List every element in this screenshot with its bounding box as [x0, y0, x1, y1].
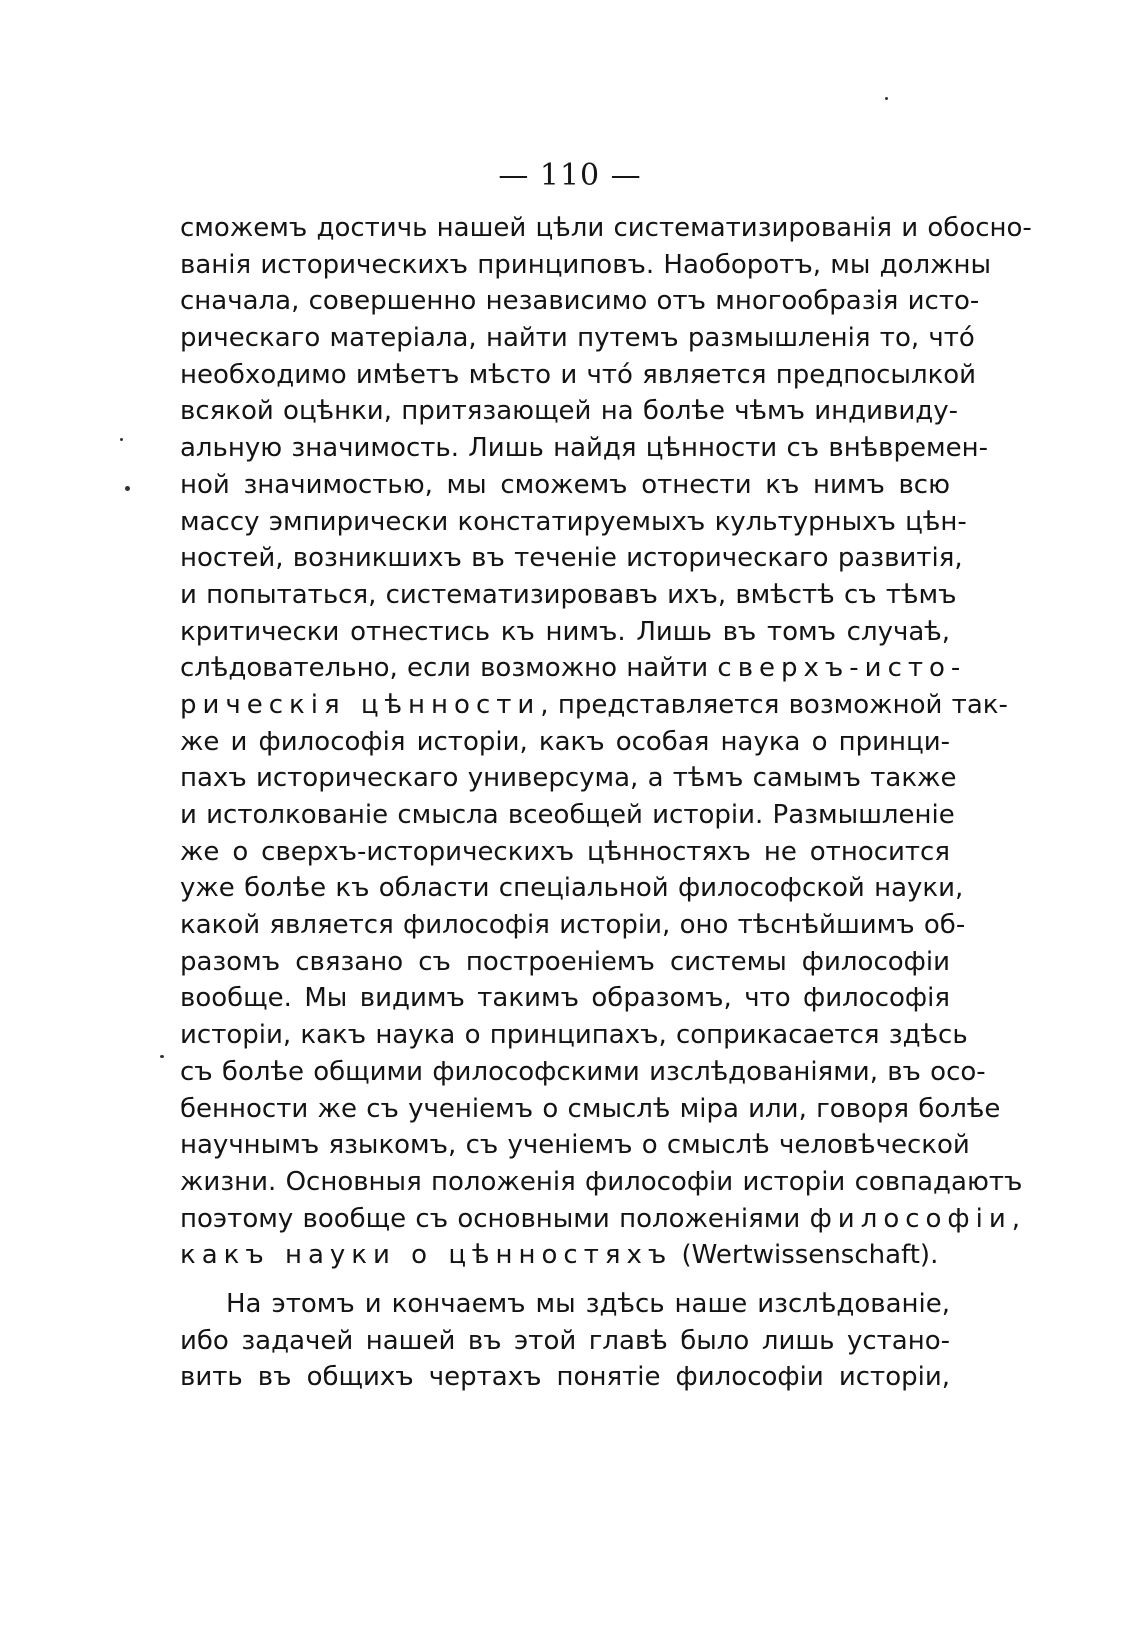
text-line	[180, 393, 959, 430]
text-run: исторіи, какъ наука о принципахъ, соприкасается здѣсь	[180, 1020, 968, 1051]
text-run: поэтому вообще съ основными положеніями	[180, 1203, 801, 1234]
spaced-emphasis: философіи,	[809, 1203, 1027, 1234]
text-line	[180, 1359, 950, 1396]
spaced-emphasis: какъ науки о цѣнностяхъ	[180, 1240, 673, 1271]
text-line	[180, 577, 957, 614]
text-run: же и философія исторіи, какъ особая наука о принци-	[180, 726, 950, 757]
text-run: ибо задачей нашей въ этой главѣ было лишь устано-	[180, 1325, 950, 1356]
text-run: научнымъ языкомъ, съ ученіемъ о смыслѣ человѣческой	[180, 1130, 970, 1161]
text-line	[180, 540, 963, 577]
text-run: , представляется возможной так-	[540, 689, 1008, 720]
text-run: слѣдовательно, если возможно найти	[180, 653, 709, 684]
text-line	[180, 504, 967, 541]
text-run: и истолкованіе смысла всеобщей исторіи. Размышленіе	[180, 800, 955, 830]
text-line	[180, 357, 977, 394]
text-line	[180, 283, 980, 320]
text-line	[180, 1323, 950, 1360]
text-run: бенности же съ ученіемъ о смыслѣ міра или, говоря болѣе	[180, 1093, 1001, 1124]
text-run: (Wertwissenschaft).	[672, 1240, 939, 1271]
text-line	[180, 797, 955, 834]
text-line	[180, 760, 957, 797]
text-run: разомъ связано съ построеніемъ системы философіи	[180, 946, 950, 977]
text-run: массу эмпирически констатируемыхъ культурныхъ цѣн-	[180, 506, 967, 537]
text-run: же о сверхъ-историческихъ цѣнностяхъ не относится	[180, 836, 950, 867]
paragraph-gap	[180, 1274, 950, 1286]
text-run: альную значимость. Лишь найдя цѣнности съ внѣвремен-	[180, 433, 988, 464]
text-run: съ болѣе общими философскими изслѣдованіями, въ осо-	[180, 1056, 986, 1087]
page-number: — 110 —	[498, 158, 642, 193]
text-line	[180, 687, 1008, 724]
text-line	[180, 834, 950, 871]
print-speck	[885, 97, 888, 100]
print-speck	[120, 438, 123, 441]
text-line	[180, 1017, 968, 1054]
text-run: ностей, возникшихъ въ теченіе историческаго развитія,	[180, 543, 963, 574]
spaced-emphasis: рическія цѣнности	[180, 689, 541, 720]
text-line	[180, 1127, 970, 1164]
text-line	[180, 614, 950, 651]
text-line	[180, 467, 950, 504]
text-run: На этомъ и кончаемъ мы здѣсь наше изслѣдованіе,	[226, 1288, 950, 1319]
text-run: сможемъ достичь нашей цѣли систематизированія и обосно-	[180, 213, 1032, 243]
text-line	[180, 1286, 950, 1323]
text-run: какой является философія исторіи, оно тѣснѣйшимъ об-	[180, 910, 966, 941]
text-run: сначала, совершенно независимо отъ многообразія исто-	[180, 286, 980, 317]
text-line	[180, 320, 975, 357]
text-line	[180, 247, 992, 284]
body-text	[180, 210, 1032, 1396]
text-run: вить въ общихъ чертахъ понятіе философіи исторіи,	[180, 1362, 950, 1393]
print-speck	[160, 1055, 164, 1058]
text-line	[180, 907, 966, 944]
text-line	[180, 1201, 1027, 1238]
text-run: ванія историческихъ принциповъ. Наоборотъ, мы должны	[180, 249, 992, 280]
text-line	[180, 1054, 986, 1091]
text-line	[180, 430, 988, 467]
text-line	[180, 1164, 1023, 1201]
spaced-emphasis: сверхъ-исто-	[717, 653, 967, 684]
text-run: ной значимостью, мы сможемъ отнести къ нимъ всю	[180, 469, 950, 500]
text-run: и попытаться, систематизировавъ ихъ, вмѣстѣ съ тѣмъ	[180, 579, 957, 610]
print-speck	[125, 486, 130, 491]
text-line	[180, 980, 950, 1017]
text-line	[180, 870, 964, 907]
text-run: критически отнестись къ нимъ. Лишь въ томъ случаѣ,	[180, 616, 950, 647]
text-run: пахъ историческаго универсума, а тѣмъ самымъ также	[180, 763, 957, 794]
text-run: уже болѣе къ области спеціальной философской науки,	[180, 873, 964, 904]
text-line	[180, 944, 950, 981]
text-line	[180, 1091, 1001, 1128]
text-line	[180, 210, 1032, 247]
text-run: рическаго матеріала, найти путемъ размышленія то, чтó	[180, 323, 975, 354]
text-line	[180, 1237, 950, 1274]
text-line	[180, 724, 950, 761]
text-run: жизни. Основныя положенія философіи исторіи совпадаютъ	[180, 1166, 1023, 1197]
text-run: всякой оцѣнки, притязающей на болѣе чѣмъ индивиду-	[180, 396, 959, 427]
text-line	[180, 650, 967, 687]
text-run: необходимо имѣетъ мѣсто и чтó является предпосылкой	[180, 359, 977, 390]
text-run: вообще. Мы видимъ такимъ образомъ, что философія	[180, 983, 950, 1014]
